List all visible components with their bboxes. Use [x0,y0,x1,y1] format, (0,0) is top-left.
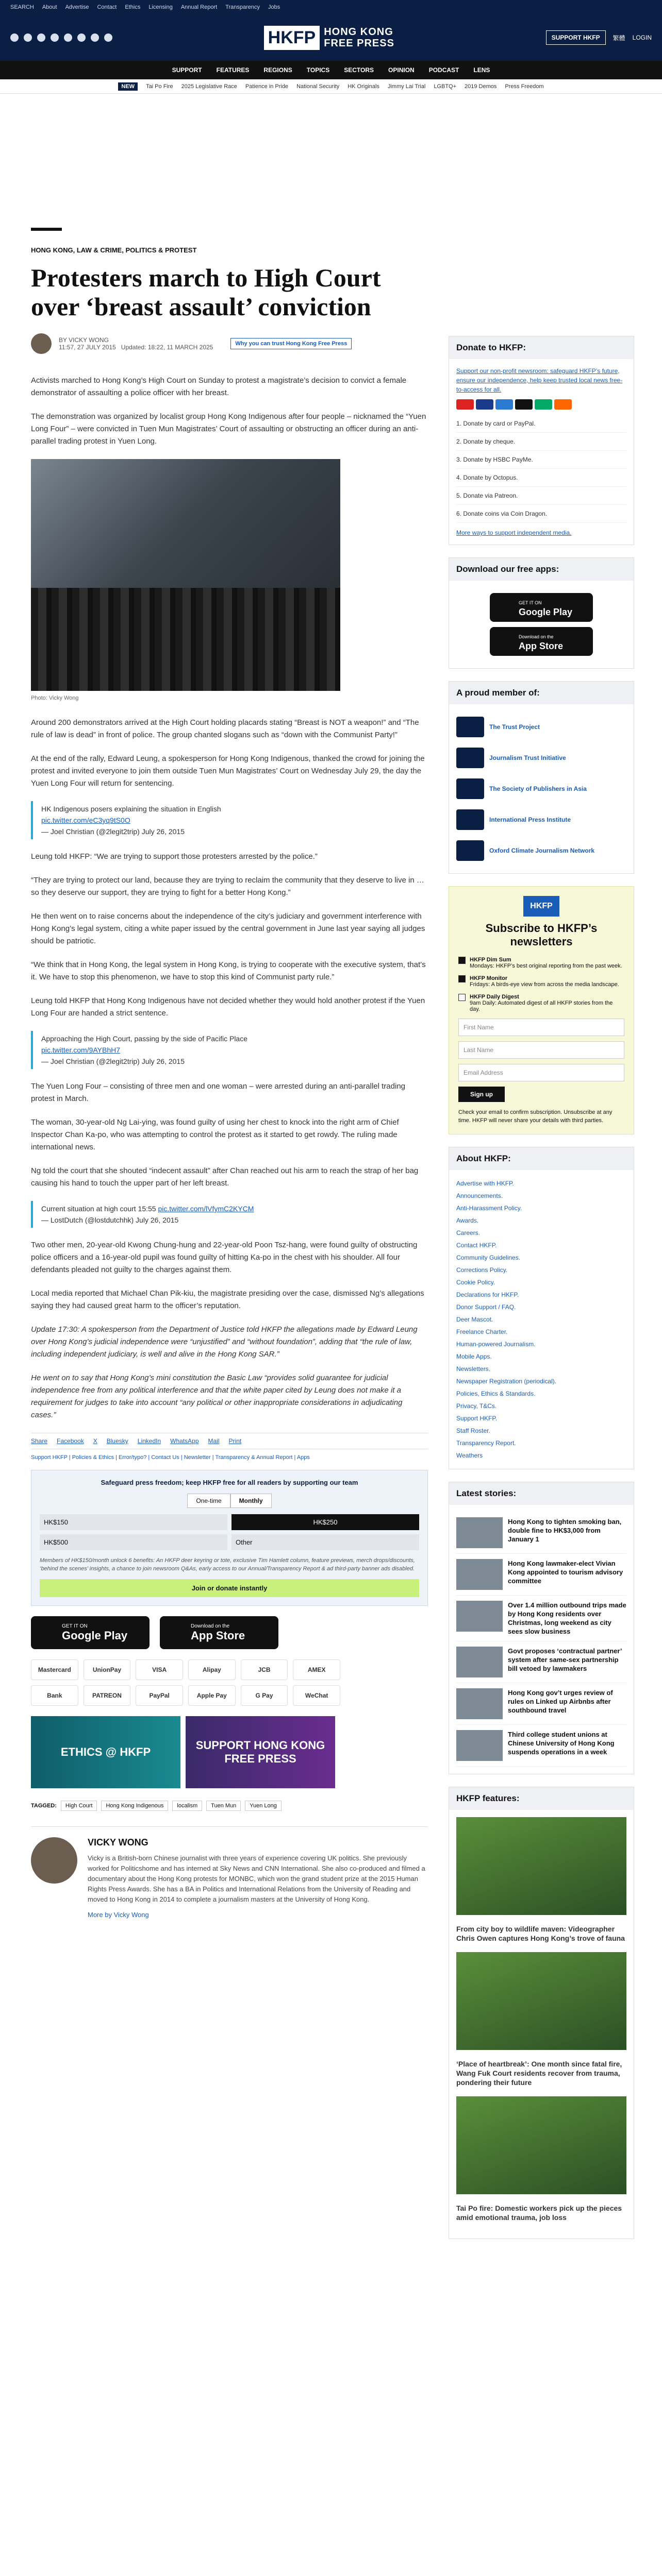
about-link[interactable]: Contact HKFP. [456,1242,497,1249]
nav-item[interactable]: SUPPORT [172,66,202,74]
tweet-link[interactable]: pic.twitter.com/lVfymC2KYCM [158,1205,254,1213]
tags [31,1801,428,1811]
subnav-item[interactable]: Press Freedom [505,83,544,90]
feature-story[interactable] [456,1952,626,2087]
app-store-badge[interactable] [490,627,593,656]
card-logos [456,399,626,410]
tweet-link[interactable]: pic.twitter.com/eC3yq9tS0O [41,816,130,824]
topbar-item[interactable]: Jobs [268,4,280,10]
subnav-item[interactable]: National Security [296,83,340,90]
topbar-item[interactable]: SEARCH [10,4,34,10]
more-ways-link[interactable]: More ways to support independent media. [456,529,572,536]
sub-nav [0,79,662,94]
about-link[interactable]: Policies, Ethics & Standards. [456,1390,536,1397]
org-name: Oxford Climate Journalism Network [489,847,595,854]
paragraph: The demonstration was organized by localist group Hong Kong Indigenous after four people – nicknamed the “Yuen Long Four” – were convicted in Tuen Mun Magistrates’ Court of assaulting or obstructing an officer during an anti-parallel trading protest in Yuen Long. [31,412,426,446]
tweet-text: Current situation at high court 15:55 [41,1205,156,1213]
subnav-item[interactable]: Jimmy Lai Trial [387,83,426,90]
footer-links[interactable]: Support HKFP | Policies & Ethics | Error/typo? | Contact Us | Newsletter | Transparency & Annual Report | Apps [31,1454,310,1461]
paragraph: “We think that in Hong Kong, the legal system in Hong Kong, is trying to cooperate with the executive system, that’s it. We have to stop this phenomenon, we have to stop this kind of Communist party rule.” [31,960,426,981]
payment-icon: PayPal [136,1685,183,1706]
share-link[interactable]: Facebook [57,1437,84,1445]
apps-widget [449,557,634,669]
share-link[interactable]: Bluesky [106,1437,128,1445]
author-name[interactable]: BY VICKY WONG [59,336,109,344]
widget-title: A proud member of: [449,682,634,704]
story-title[interactable]: Hong Kong to tighten smoking ban, double fine to HK$3,000 from January 1 [508,1518,622,1543]
org-logo [456,840,484,861]
about-link[interactable]: Weathers [456,1452,483,1459]
main-nav [0,61,662,79]
topbar-item[interactable]: Transparency [225,4,260,10]
about-link[interactable]: Community Guidelines. [456,1254,521,1261]
latest-story[interactable] [456,1596,626,1641]
about-link[interactable]: Human-powered Journalism. [456,1341,536,1348]
about-link[interactable]: Privacy, T&Cs. [456,1402,497,1410]
tweet-author[interactable]: — LostDutch (@lostdutchhk) July 26, 2015 [41,1216,179,1224]
nav-item[interactable]: FEATURES [216,66,250,74]
google-play-badge[interactable] [31,1616,150,1649]
share-link[interactable]: LinkedIn [137,1437,161,1445]
amount-option[interactable]: Other [231,1534,419,1550]
payment-icon: Bank [31,1685,78,1706]
youtube-icon[interactable] [51,33,59,42]
story-title[interactable]: Hong Kong lawmaker-elect Vivian Kong appointed to tourism advisory committee [508,1560,623,1585]
donate-step[interactable]: 6. Donate coins via Coin Dragon. [456,505,626,523]
org-logo [456,809,484,830]
author-avatar [31,1837,77,1884]
story-thumbnail [456,1559,503,1590]
story-title[interactable]: Over 1.4 million outbound trips made by Hong Kong residents over Christmas, long weekend as city sees slow business [508,1601,626,1635]
story-title[interactable]: Third college student unions at Chinese University of Hong Kong suspends operations in a week [508,1731,615,1756]
support-promo[interactable]: SUPPORT HONG KONG FREE PRESS [186,1716,335,1788]
paragraph: Activists marched to Hong Kong’s High Court on Sunday to protest a magistrate’s decision to convict a female demonstrator of assaulting a police officer with her breast. [31,376,407,397]
tab-one-time[interactable]: One-time [187,1494,230,1508]
share-link[interactable]: X [93,1437,97,1445]
member-org[interactable] [456,742,626,773]
badge-label: App Store [519,641,564,651]
join-button[interactable]: Join or donate instantly [40,1579,419,1597]
byline [31,333,428,354]
latest-widget [449,1482,634,1774]
nav-item[interactable]: OPINION [388,66,415,74]
tweet-author[interactable]: — Joel Christian (@2legit2trip) July 26, 2015 [41,827,185,836]
nav-item[interactable]: TOPICS [306,66,330,74]
nl-desc: 9am Daily: Automated digest of all HKFP stories from the day. [470,1000,613,1012]
latest-story[interactable] [456,1512,626,1554]
paragraph: At the end of the rally, Edward Leung, a spokesperson for Hong Kong Indigenous, thanked the crowd for joining the protest and invited everyone to join them outside Tuen Mun Magistrates’ Court on Wednesday July 29, the day the Yuen Long Four will return for sentencing. [31,754,425,788]
nl-desc: Mondays: HKFP’s best original reporting from the past week. [470,963,622,969]
new-badge: NEW [118,82,138,91]
widget-title: Latest stories: [449,1482,634,1505]
subnav-item[interactable]: 2025 Legislative Race [181,83,237,90]
donate-step[interactable]: 2. Donate by cheque. [456,433,626,451]
subnav-item[interactable]: 2019 Demos [465,83,497,90]
topbar-item[interactable]: Advertise [65,4,89,10]
tweet-link[interactable]: pic.twitter.com/9AYBhH7 [41,1046,121,1054]
photo-caption: Photo: Vicky Wong [31,695,79,701]
about-link[interactable]: Cookie Policy. [456,1279,495,1286]
badge-label: Google Play [62,1629,128,1642]
subnav-item[interactable]: Tai Po Fire [146,83,173,90]
nl-title: HKFP Daily Digest [470,994,519,1000]
newsletter-widget [449,886,634,1134]
embedded-tweet [31,1031,428,1069]
google-play-badge[interactable] [490,593,593,622]
author-bio: Vicky is a British-born Chinese journalist with three years of experience covering UK politics. She previously worked for Politicshome and has interned at Sky News and CNN International. She also co-produced and filmed a documentary about the Hong Kong protests for MONBC, which won the grand student prize at the 2015 Human Rights Press Awards. She has a BA in Politics and International Relations from the University of Reading and moved to Hong Kong in 2014 to complete a journalism masters at the University of Hong Kong. [88,1854,425,1903]
subnav-item[interactable]: HK Originals [347,83,379,90]
about-link[interactable]: Staff Roster. [456,1427,490,1434]
nl-desc: Fridays: A birds-eye view from across the media landscape. [470,981,619,988]
widget-title: Download our free apps: [449,558,634,581]
about-link[interactable]: Mobile Apps. [456,1353,492,1360]
paragraph: He then went on to raise concerns about the independence of the city’s judiciary and government interference with Hong Kong’s legal system, citing a white paper issued by the central government in June last year saying all judges should be patriotic. [31,912,425,945]
org-name: International Press Institute [489,816,571,823]
payment-icon: G Pay [241,1685,288,1706]
paragraph: “They are trying to protect our land, because they are trying to reclaim the community that they deserve to live in … so they deserve our support, they are trying to fight for a better Hong Kong.” [31,876,424,897]
checkbox-unchecked-icon[interactable] [458,994,466,1001]
paragraph: Local media reported that Michael Chan Pik-kiu, the magistrate presiding over the case, dismissed Ng’s allegations saying they had caused great harm to the officer’s reputation. [31,1289,424,1310]
feature-image [456,1952,626,2050]
tweet-text: Approaching the High Court, passing by the side of Pacific Place [41,1035,248,1043]
donate-step[interactable]: 1. Donate by card or PayPal. [456,415,626,433]
donate-widget [449,336,634,545]
about-link[interactable]: Freelance Charter. [456,1328,508,1335]
payment-icon: VISA [136,1659,183,1680]
logo-line2: FREE PRESS [324,38,394,49]
donate-box [31,1470,428,1606]
widget-title: Donate to HKFP: [449,336,634,359]
nav-item[interactable]: SECTORS [344,66,374,74]
story-thumbnail [456,1601,503,1632]
mastodon-icon[interactable] [91,33,99,42]
badge-small: GET IT ON [519,600,542,605]
story-thumbnail [456,1688,503,1719]
org-logo [456,717,484,737]
topbar-item[interactable]: Ethics [125,4,141,10]
latest-story[interactable] [456,1683,626,1725]
paragraph: The woman, 30-year-old Ng Lai-ying, was found guilty of using her chest to knock into the right arm of Chief Inspector Chan Ka-po, who was attempting to control the protest as it started to get rowdy. The ruling made international news. [31,1118,399,1151]
about-link[interactable]: Transparency Report. [456,1439,516,1447]
about-link[interactable]: Newsletters. [456,1365,491,1372]
feature-title[interactable]: ‘Place of heartbreak’: One month since fatal fire, Wang Fuk Court residents recover from trauma, pondering their future [456,2060,622,2087]
author-box [31,1826,428,1920]
topbar-item[interactable]: Annual Report [180,4,218,10]
login-link[interactable]: LOGIN [632,34,652,41]
more-by-author-link[interactable]: More by Vicky Wong [88,1911,149,1919]
tag[interactable]: Yuen Long [245,1801,282,1811]
org-logo [456,778,484,799]
share-bar [31,1433,428,1449]
org-name: The Trust Project [489,723,540,731]
checkbox-checked-icon[interactable] [458,957,466,964]
feature-image [456,1817,626,1915]
logo-mark: HKFP [264,26,320,50]
story-title[interactable]: Govt proposes ‘contractual partner’ system after same-sex partnership bill vetoed by lawmakers [508,1647,622,1672]
payment-icon: Alipay [188,1659,236,1680]
badge-small: GET IT ON [62,1623,88,1629]
nl-title: HKFP Dim Sum [470,957,511,963]
story-thumbnail [456,1730,503,1761]
feature-title[interactable]: From city boy to wildlife maven: Videographer Chris Owen captures Hong Kong’s trove of fauna [456,1925,625,1942]
member-org[interactable] [456,835,626,866]
donate-step[interactable]: 5. Donate via Patreon. [456,487,626,505]
member-org[interactable] [456,711,626,742]
widget-title: About HKFP: [449,1147,634,1170]
badge-small: Download on the [191,1623,230,1629]
paragraph: Leung told HKFP: “We are trying to support those protesters arrested by the police.” [31,852,318,861]
amount-option[interactable]: HK$500 [40,1534,227,1550]
org-name: The Society of Publishers in Asia [489,785,587,792]
hkfp-logo: HKFP [523,896,559,917]
member-org[interactable] [456,804,626,835]
payment-icon: AMEX [293,1659,340,1680]
about-widget [449,1147,634,1469]
newsletter-option[interactable] [458,975,624,988]
paragraph: Two other men, 20-year-old Kwong Chung-hung and 22-year-old Poon Tsz-hang, were found guilty of obstructing police officers and a 16-year-old pupil was found guilty of hitting Ka-po in the chest with his shoulder. All four defendants pleaded not guilty to the charges against them. [31,1241,418,1274]
nav-item[interactable]: LENS [473,66,490,74]
tag[interactable]: Hong Kong Indigenous [101,1801,168,1811]
newsletter-note: Check your email to confirm subscription. Unsubscribe at any time. HKFP will never share your details with third parties. [458,1109,613,1124]
tags-label: TAGGED: [31,1803,57,1809]
rss-icon[interactable] [104,33,112,42]
subnav-item[interactable]: Patience in Pride [245,83,289,90]
site-header [0,14,662,61]
newsletter-option[interactable] [458,957,624,969]
language-link[interactable]: 繁體 [613,34,625,42]
nl-title: HKFP Monitor [470,975,508,981]
about-link[interactable]: Deer Mascot. [456,1316,493,1323]
payment-icon: WeChat [293,1685,340,1706]
update-note: Update 17:30: A spokesperson from the Department of Justice told HKFP the allegations made by Edward Leung over Hong Kong’s judicial independence were “unjustified” and “without foundation”, adding that “the rule of law, including independent judiciary, is well and alive in the Hong Kong SAR.” [31,1325,418,1359]
ethics-promo[interactable]: ETHICS @ HKFP [31,1716,180,1788]
tweet-author[interactable]: — Joel Christian (@2legit2trip) July 26, 2015 [41,1057,185,1065]
about-link[interactable]: Anti-Harassment Policy. [456,1205,522,1212]
latest-story[interactable] [456,1554,626,1596]
avatar [31,333,52,354]
about-link[interactable]: Support HKFP. [456,1415,498,1422]
payment-icon: UnionPay [84,1659,131,1680]
badge-small: Download on the [519,634,554,639]
paragraph: Around 200 demonstrators arrived at the High Court holding placards stating “Breast is NOT a weapon!” and “The rule of law is dead” in front of police. The group chanted slogans such as “down with the Communist Party!” [31,718,419,739]
about-link[interactable]: Advertise with HKFP. [456,1180,514,1187]
site-logo[interactable] [264,26,394,50]
tab-monthly[interactable]: Monthly [230,1494,272,1508]
badge-label: Google Play [519,607,573,617]
x-icon[interactable] [24,33,32,42]
checkbox-checked-icon[interactable] [458,975,466,982]
sidebar [449,336,634,2251]
tag[interactable]: Tuen Mun [206,1801,241,1811]
nav-item[interactable]: PODCAST [428,66,459,74]
updated-date: Updated: 18:22, 11 MARCH 2025 [121,344,213,351]
logo-line1: HONG KONG [324,26,393,38]
about-link[interactable]: Newspaper Registration (periodical). [456,1378,557,1385]
divider [31,228,62,231]
widget-title: HKFP features: [449,1787,634,1810]
app-store-badge[interactable] [160,1616,278,1649]
story-thumbnail [456,1647,503,1677]
latest-story[interactable] [456,1641,626,1683]
payment-icon: Apple Pay [188,1685,236,1706]
about-link[interactable]: Declarations for HKFP. [456,1291,519,1298]
paragraph: He went on to say that Hong Kong’s mini constitution the Basic Law “provides solid guarantee for judicial independence free from any political interference and that the white paper cited by Leung does not make it a requirement for judges to take into account “any political or other inappropriate considerations in adjudicating cases.” [31,1374,403,1419]
donate-title[interactable]: Safeguard press freedom; keep HKFP free for all readers by supporting our team [101,1479,358,1486]
payment-icon: PATREON [84,1685,131,1706]
share-link[interactable]: Mail [208,1437,220,1445]
latest-story[interactable] [456,1725,626,1767]
topbar-item[interactable]: Licensing [148,4,173,10]
story-thumbnail [456,1517,503,1548]
feature-title[interactable]: Tai Po fire: Domestic workers pick up the pieces amid emotional trauma, job loss [456,2204,622,2222]
share-link[interactable]: Print [228,1437,242,1445]
support-button[interactable]: SUPPORT HKFP [546,30,606,45]
feature-image [456,2096,626,2194]
protest-photo [31,459,340,691]
nav-item[interactable]: REGIONS [263,66,292,74]
tweet-text: HK Indigenous posers explaining the situation in English [41,805,221,813]
article [31,228,428,1920]
embedded-tweet [31,801,428,839]
email-input[interactable]: Email Address [458,1064,624,1081]
about-link[interactable]: Careers. [456,1229,481,1236]
facebook-icon[interactable] [10,33,19,42]
instagram-icon[interactable] [37,33,45,42]
feature-story[interactable] [456,2096,626,2222]
about-link[interactable]: Corrections Policy. [456,1266,508,1274]
article-title: Protesters march to High Court over ‘breast assault’ conviction [31,263,381,321]
author-box-name[interactable]: VICKY WONG [88,1837,148,1848]
subnav-item[interactable]: LGBTQ+ [434,83,457,90]
about-link[interactable]: Donor Support / FAQ. [456,1303,516,1311]
share-link[interactable]: Share [31,1437,48,1445]
topbar-item[interactable]: Contact [97,4,117,10]
member-org[interactable] [456,773,626,804]
social-icons [10,33,112,42]
payment-icon: JCB [241,1659,288,1680]
amount-option[interactable]: HK$150 [40,1514,227,1530]
story-title[interactable]: Hong Kong gov’t urges review of rules on Linked up Airbnbs after southbound travel [508,1689,613,1714]
tag[interactable]: localism [172,1801,202,1811]
newsletter-title: Subscribe to HKFP’s newsletters [485,922,598,948]
signup-button[interactable]: Sign up [458,1087,505,1102]
donate-note: Members of HK$150/month unlock 6 benefits: An HKFP deer keyring or tote, exclusive Tim Hamlett column, feature previews, merch drops/discounts, ‘behind the scenes’ insights, a chance to join newsroom Q&As, early access to our Annual/Transparency Report & ad third-party banner ads disabled. [40,1557,415,1572]
payment-icon: Mastercard [31,1659,78,1680]
org-name: Journalism Trust Initiative [489,754,566,761]
feature-story[interactable] [456,1817,626,1943]
paragraph: Ng told the court that she shouted “indecent assault” after Chan reached out his arm to reach the strap of her bag causing his hand to touch the upper part of her left breast. [31,1166,419,1188]
why-trust-link[interactable]: Why you can trust Hong Kong Free Press [230,338,352,349]
about-link[interactable]: Awards. [456,1217,479,1224]
badge-label: App Store [191,1629,245,1642]
donate-step[interactable]: 4. Donate by Octopus. [456,469,626,487]
paragraph: The Yuen Long Four – consisting of three men and one woman – were arrested during an anti-parallel trading protest in March. [31,1082,406,1103]
article-categories[interactable]: HONG KONG, LAW & CRIME, POLITICS & PROTEST [31,246,197,254]
newsletter-option[interactable] [458,994,624,1012]
donate-step[interactable]: 3. Donate by HSBC PayMe. [456,451,626,469]
embedded-tweet [31,1201,428,1228]
paragraph: Leung told HKFP that Hong Kong Indigenous have not decided whether they would hold another protest if the Yuen Long Four are handed a strict sentence. [31,996,425,1018]
first-name-input[interactable]: First Name [458,1019,624,1036]
top-utility-bar [0,0,662,14]
org-logo [456,748,484,768]
share-link[interactable]: WhatsApp [170,1437,199,1445]
publish-date: 11:57, 27 JULY 2015 [59,344,116,351]
amount-option[interactable]: HK$250 [231,1514,419,1530]
threads-icon[interactable] [77,33,86,42]
topbar-item[interactable]: About [42,4,57,10]
donate-text[interactable]: Support our non-profit newsroom: safeguard HKFP’s future, ensure our independence, help keep trusted local news free-to-access for all. [456,367,623,393]
members-widget [449,681,634,874]
tag[interactable]: High Court [61,1801,97,1811]
features-widget [449,1787,634,2239]
payment-methods [31,1659,340,1706]
linkedin-icon[interactable] [64,33,72,42]
last-name-input[interactable]: Last Name [458,1041,624,1059]
about-link[interactable]: Announcements. [456,1192,503,1199]
